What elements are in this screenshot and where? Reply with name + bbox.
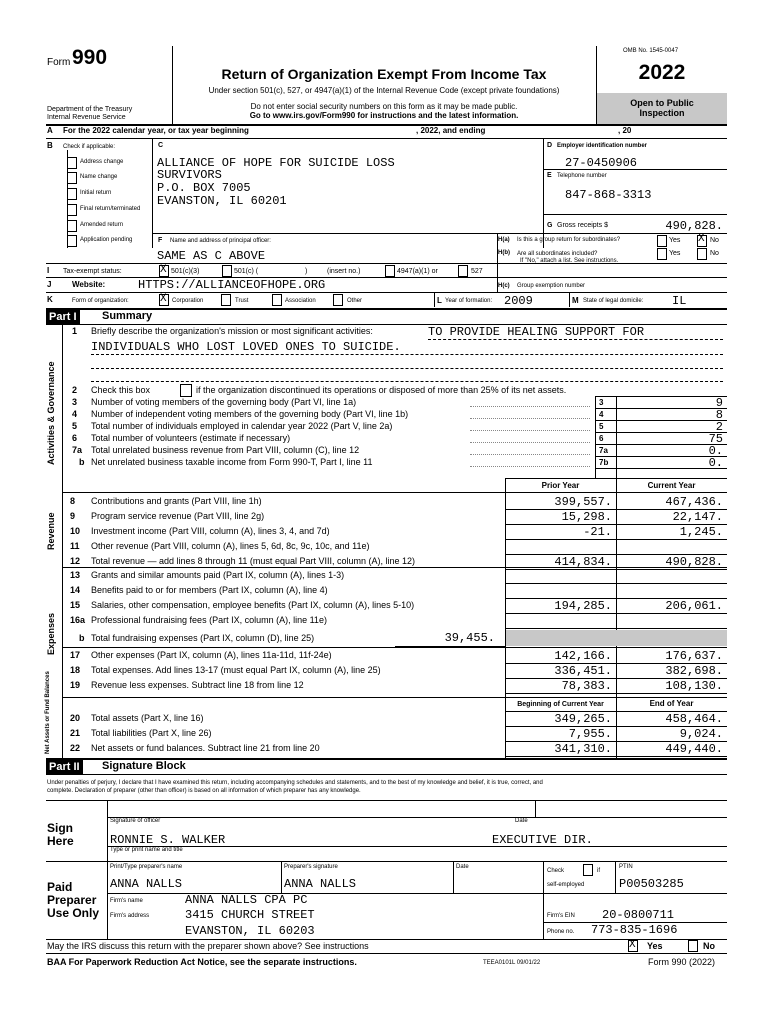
officer-label: Name and address of principal officer: — [170, 238, 271, 244]
line-a-mid: , 2022, and ending — [416, 126, 486, 135]
preparer-signature: ANNA NALLS — [284, 877, 357, 891]
row-num: 13 — [70, 570, 81, 580]
preparer-date-label: Date — [456, 864, 469, 870]
row-text: Net assets or fund balances. Subtract line 21 from line 20 — [91, 743, 320, 753]
row-num: 18 — [70, 665, 81, 675]
ha-no-mark: X — [698, 233, 705, 245]
row-text: Other expenses (Part IX, column (A), lines 11a-11d, 11f-24e) — [91, 650, 332, 660]
check-b-box[interactable] — [67, 172, 77, 184]
check-b-label: Amended return — [80, 222, 124, 228]
line-j-letter: J — [47, 280, 52, 289]
line-l-letter: L — [437, 296, 442, 305]
row-text: Total liabilities (Part X, line 26) — [91, 728, 212, 738]
preparer-name: ANNA NALLS — [110, 877, 183, 891]
row-text: Total number of individuals employed in calendar year 2022 (Part V, line 2a) — [91, 421, 393, 431]
self-employed-checkbox[interactable] — [583, 864, 593, 876]
gross-receipts-value: 490,828. — [665, 219, 723, 233]
status-527-label: 527 — [471, 268, 483, 275]
hb-note: If "No," attach a list. See instructions. — [520, 258, 619, 264]
line16b-num: b — [79, 633, 85, 643]
line-m-letter: M — [572, 296, 579, 305]
row-num: 22 — [70, 743, 81, 753]
officer-name: RONNIE S. WALKER — [110, 833, 226, 847]
row-num: 8 — [70, 496, 76, 506]
row-num: 15 — [70, 600, 81, 610]
current-year-header: Current Year — [647, 481, 696, 490]
hb-no-box[interactable] — [697, 248, 707, 260]
tax-year: 2022 — [638, 61, 686, 84]
form-subtitle: Under section 501(c), 527, or 4947(a)(1) of the Internal Revenue Code (except private foundations) — [208, 86, 560, 95]
open-public: Open to Public — [630, 98, 694, 108]
preparer-sig-label: Preparer's signature — [284, 864, 338, 870]
row-num: 16a — [70, 615, 86, 625]
ein-value: 27-0450906 — [565, 156, 638, 170]
check-b-box[interactable] — [67, 235, 77, 247]
check-b-label: Initial return — [80, 190, 112, 196]
current-value: 206,061. — [665, 599, 723, 613]
tax-exempt-label: Tax-exempt status: — [63, 268, 122, 275]
phone-label: Telephone number — [557, 173, 607, 179]
current-value: 9,024. — [679, 727, 723, 741]
firm-ein: 20-0800711 — [602, 908, 675, 922]
firm-address-2: EVANSTON, IL 60203 — [185, 924, 315, 938]
status-4947-box[interactable] — [385, 265, 395, 277]
row-text: Total unrelated business revenue from Part VIII, column (C), line 12 — [91, 445, 360, 455]
row-num: 4 — [72, 409, 78, 419]
line-k-letter: K — [47, 295, 53, 304]
phone-no-label: Phone no. — [547, 929, 575, 935]
row-num: 7a — [72, 445, 83, 455]
phone-value: 847-868-3313 — [565, 188, 652, 202]
ha-text: Is this a group return for subordinates? — [517, 237, 621, 243]
line-e-letter: E — [547, 172, 552, 179]
status-501c-box[interactable] — [222, 265, 232, 277]
website-value[interactable]: HTTPS://ALLIANCEOFHOPE.ORG — [138, 278, 326, 292]
eoy-header: End of Year — [649, 699, 694, 708]
dept-label: Department of the Treasury — [47, 106, 133, 113]
org-other-label: Other — [347, 298, 363, 304]
row-text: Contributions and grants (Part VIII, line 1h) — [91, 496, 262, 506]
row-num: 19 — [70, 680, 81, 690]
row-num: 12 — [70, 556, 81, 566]
firm-address-label: Firm's address — [110, 913, 150, 919]
discuss-no-box[interactable] — [688, 940, 698, 952]
discuss-no-label: No — [703, 941, 715, 951]
ptin-value: P00503285 — [619, 877, 684, 891]
gross-receipts-label: Gross receipts $ — [557, 222, 608, 229]
firm-name-label: Firm's name — [110, 898, 143, 904]
mission-line-1: TO PROVIDE HEALING SUPPORT FOR — [428, 325, 645, 339]
org-address-2: EVANSTON, IL 60201 — [157, 194, 287, 208]
firm-ein-label: Firm's EIN — [547, 913, 575, 919]
part2-title: Signature Block — [102, 760, 186, 772]
mission-line-2: INDIVIDUALS WHO LOST LOVED ONES TO SUICIDE. — [91, 340, 401, 354]
row-text: Total expenses. Add lines 13-17 (must equal Part IX, column (A), line 25) — [91, 665, 381, 675]
prior-value: 414,834. — [554, 555, 612, 569]
officer-value: SAME AS C ABOVE — [157, 249, 266, 263]
form-title: Return of Organization Exempt From Income Tax — [221, 66, 547, 82]
check-b-box[interactable] — [67, 220, 77, 232]
firm-name: ANNA NALLS CPA PC — [185, 893, 308, 907]
side-expenses: Expenses — [46, 612, 56, 655]
form-code: TEEA0101L 09/01/22 — [483, 960, 541, 966]
side-activities-governance: Activities & Governance — [46, 361, 56, 465]
current-value: 1,245. — [679, 525, 723, 539]
status-501c-close: ) — [305, 268, 308, 275]
prior-value: 399,557. — [554, 495, 612, 509]
perjury-statement-2: complete. Declaration of preparer (other than officer) is based on all information of which preparer has any knowledge. — [47, 788, 361, 794]
prior-value: 78,383. — [561, 679, 612, 693]
org-name-1: ALLIANCE OF HOPE FOR SUICIDE LOSS — [157, 156, 395, 170]
preparer-label-2: Preparer — [47, 893, 97, 907]
check-b-box[interactable] — [67, 204, 77, 216]
current-value: 490,828. — [665, 555, 723, 569]
line1-num: 1 — [72, 326, 78, 336]
check-b-label: Name change — [80, 174, 118, 180]
row-num: 3 — [72, 397, 78, 407]
officer-sig-label: Signature of officer — [110, 818, 161, 824]
line-a-letter: A — [47, 126, 53, 135]
status-501c3-label: 501(c)(3) — [171, 268, 200, 275]
row-value: 75 — [708, 432, 723, 446]
org-name-2: SURVIVORS — [157, 168, 222, 182]
check-label: Check — [547, 868, 565, 874]
current-value: 467,436. — [665, 495, 723, 509]
row-num: 14 — [70, 585, 81, 595]
perjury-statement-1: Under penalties of perjury, I declare that I have examined this return, including accompanying schedules and statements, and to the best of my knowledge and belief, it is true, correct, and — [47, 780, 543, 786]
current-value: 449,440. — [665, 742, 723, 756]
row-num: 20 — [70, 713, 81, 723]
org-trust-box[interactable] — [221, 294, 231, 306]
row-value: 8 — [715, 408, 723, 422]
row-text: Revenue less expenses. Subtract line 18 from line 12 — [91, 680, 304, 690]
baa-notice: BAA For Paperwork Reduction Act Notice, see the separate instructions. — [47, 957, 357, 967]
row-value: 0. — [708, 444, 723, 458]
row-box: 4 — [599, 410, 604, 419]
hc-text: Group exemption number — [517, 283, 586, 289]
line-i-letter: I — [47, 266, 50, 275]
row-value: 9 — [715, 396, 723, 410]
notice-website: Go to www.irs.gov/Form990 for instructions and the latest information. — [249, 111, 519, 120]
row-text: Professional fundraising fees (Part IX, column (A), line 11e) — [91, 615, 327, 625]
row-num: 11 — [70, 541, 80, 551]
prior-value: 349,265. — [554, 712, 612, 726]
discuss-yes-mark: X — [629, 939, 636, 951]
row-text: Benefits paid to or for members (Part IX, column (A), line 4) — [91, 585, 328, 595]
line2-num: 2 — [72, 385, 78, 395]
sign-label-1: Sign — [47, 821, 73, 835]
ha-label: H(a) — [498, 237, 510, 243]
row-box: 7b — [599, 458, 609, 467]
side-net-assets: Net Assets or Fund Balances — [45, 671, 51, 754]
ein-label: Employer identification number — [557, 143, 648, 149]
check-b-box[interactable] — [67, 157, 77, 169]
row-text: Grants and similar amounts paid (Part IX, column (A), lines 1-3) — [91, 570, 345, 580]
ha-yes-label: Yes — [669, 237, 681, 244]
preparer-label-3: Use Only — [47, 906, 100, 920]
hb-yes-box[interactable] — [657, 248, 667, 260]
row-text: Investment income (Part VIII, column (A), lines 3, 4, and 7d) — [91, 526, 330, 536]
line-a-end: , 20 — [618, 126, 632, 135]
row-value: 2 — [715, 420, 723, 434]
row-text: Total assets (Part X, line 16) — [91, 713, 204, 723]
domicile-label: State of legal domicile: — [583, 298, 644, 304]
ptin-label: PTIN — [619, 864, 633, 870]
row-text: Program service revenue (Part VIII, line 2g) — [91, 511, 265, 521]
discuss-yes-label: Yes — [647, 941, 663, 951]
org-trust-label: Trust — [235, 298, 249, 304]
row-box: 3 — [599, 398, 604, 407]
org-assoc-label: Association — [285, 298, 316, 304]
row-text: Total number of volunteers (estimate if necessary) — [91, 433, 291, 443]
officer-signature-line[interactable] — [107, 817, 727, 818]
website-label: Website: — [72, 280, 106, 289]
line-g-letter: G — [547, 222, 553, 229]
type-name-label: Type or print name and title — [110, 847, 183, 853]
form-label: Form — [47, 57, 71, 68]
preparer-label-1: Paid — [47, 880, 73, 894]
row-num: 6 — [72, 433, 78, 443]
prior-value: 142,166. — [554, 649, 612, 663]
row-value: 0. — [708, 456, 723, 470]
line2-text2: if the organization discontinued its operations or disposed of more than 25% of its net assets. — [196, 385, 567, 395]
status-4947-label: 4947(a)(1) or — [397, 268, 438, 275]
status-527-box[interactable] — [458, 265, 468, 277]
row-num: 10 — [70, 526, 81, 536]
side-revenue: Revenue — [46, 512, 56, 550]
status-501c-label: 501(c) ( — [234, 268, 259, 275]
line-c-letter: C — [158, 142, 164, 149]
check-b-box[interactable] — [67, 188, 77, 200]
line-f-letter: F — [158, 237, 163, 244]
part1-label: Part I — [46, 310, 80, 324]
row-text: Other revenue (Part VIII, column (A), lines 5, 6d, 8c, 9c, 10c, and 11e) — [91, 541, 370, 551]
sign-label-2: Here — [47, 834, 74, 848]
prior-value: 7,955. — [568, 727, 612, 741]
line-d-letter: D — [547, 142, 553, 149]
status-501c3-mark: X — [160, 264, 167, 276]
row-box: 7a — [599, 446, 608, 455]
ha-no-label: No — [710, 237, 719, 244]
row-text: Net unrelated business taxable income from Form 990-T, Part I, line 11 — [91, 457, 373, 467]
prior-value: 341,310. — [554, 742, 612, 756]
formation-value: 2009 — [504, 294, 533, 308]
org-address-1: P.O. BOX 7005 — [157, 181, 251, 195]
ha-yes-box[interactable] — [657, 235, 667, 247]
row-num: b — [79, 457, 85, 467]
check-b-label: Final return/terminated — [80, 206, 141, 212]
current-value: 458,464. — [665, 712, 723, 726]
row-num: 5 — [72, 421, 78, 431]
check-b-label: Address change — [80, 159, 124, 165]
current-value: 382,698. — [665, 664, 723, 678]
hc-label: H(c) — [498, 283, 510, 289]
line-b-letter: B — [47, 141, 53, 150]
prior-year-header: Prior Year — [541, 481, 580, 490]
boy-header: Beginning of Current Year — [517, 701, 604, 708]
omb-number: OMB No. 1545-0047 — [623, 48, 679, 54]
prior-value: 194,285. — [554, 599, 612, 613]
org-assoc-box[interactable] — [272, 294, 282, 306]
form-number: 990 — [72, 46, 108, 69]
prior-value: 15,298. — [561, 510, 612, 524]
org-corp-label: Corporation — [172, 298, 204, 304]
check-applicable-label: Check if applicable: — [63, 144, 116, 150]
hb-yes-label: Yes — [669, 250, 681, 257]
officer-title: EXECUTIVE DIR. — [492, 833, 593, 847]
row-box: 6 — [599, 434, 604, 443]
prior-value: 336,451. — [554, 664, 612, 678]
line16b-value: 39,455. — [444, 631, 495, 645]
row-num: 17 — [70, 650, 81, 660]
form-org-label: Form of organization: — [72, 298, 129, 304]
hb-label: H(b) — [498, 250, 510, 256]
row-text: Number of independent voting members of the governing body (Part VI, line 1b) — [91, 409, 409, 419]
org-corp-mark: X — [160, 293, 167, 305]
self-employed-label: self-employed — [547, 882, 585, 888]
row-num: 21 — [70, 728, 81, 738]
preparer-name-label: Print/Type preparer's name — [110, 864, 183, 870]
formation-label: Year of formation: — [445, 298, 493, 304]
hb-no-label: No — [710, 250, 719, 257]
row-text: Salaries, other compensation, employee benefits (Part IX, column (A), lines 5-10) — [91, 600, 415, 610]
line2-text: Check this box — [91, 385, 151, 395]
line1-text: Briefly describe the organization's mission or most significant activities: — [91, 326, 373, 336]
current-value: 108,130. — [665, 679, 723, 693]
status-insert-no: (insert no.) — [327, 268, 361, 275]
firm-address-1: 3415 CHURCH STREET — [185, 908, 315, 922]
preparer-phone: 773-835-1696 — [591, 923, 678, 937]
prior-value: -21. — [583, 525, 612, 539]
discontinued-checkbox[interactable] — [180, 384, 192, 397]
part1-title: Summary — [102, 310, 153, 322]
domicile-value: IL — [672, 294, 687, 308]
row-num: 9 — [70, 511, 76, 521]
line-a-text: For the 2022 calendar year, or tax year beginning — [63, 126, 249, 135]
irs-label: Internal Revenue Service — [47, 114, 126, 121]
check-b-label: Application pending — [80, 237, 133, 243]
row-text: Number of voting members of the governing body (Part VI, line 1a) — [91, 397, 357, 407]
discuss-text: May the IRS discuss this return with the preparer shown above? See instructions — [47, 941, 369, 951]
footer-form: Form 990 (2022) — [648, 957, 716, 967]
inspection: Inspection — [639, 108, 685, 118]
hb-text: Are all subordinates included? — [517, 251, 598, 257]
line16b-text: Total fundraising expenses (Part IX, column (D), line 25) — [91, 633, 315, 643]
org-other-box[interactable] — [333, 294, 343, 306]
row-box: 5 — [599, 422, 604, 431]
current-value: 22,147. — [672, 510, 723, 524]
officer-date-label: Date — [515, 818, 528, 824]
notice-ssn: Do not enter social security numbers on this form as it may be made public. — [250, 102, 518, 111]
if-label: if — [597, 868, 600, 874]
row-text: Total revenue — add lines 8 through 11 (must equal Part VIII, column (A), line 12) — [91, 556, 415, 566]
part2-label: Part II — [46, 760, 83, 774]
current-value: 176,637. — [665, 649, 723, 663]
